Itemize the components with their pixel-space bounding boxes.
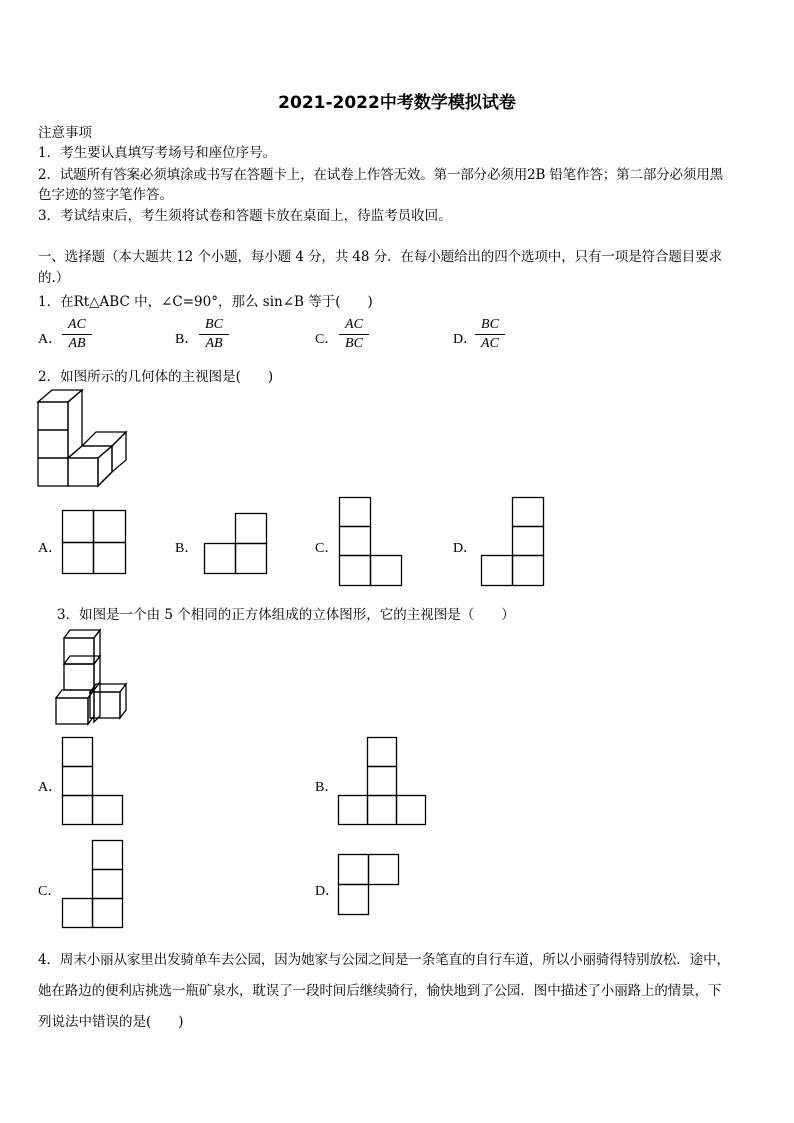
q2-option-d-label: D． [453,541,478,556]
numerator: AC [62,317,92,335]
q3-option-c-label: C． [38,884,62,899]
numerator: BC [199,317,229,335]
question-1-stem: 1．在Rt△ABC 中，∠C=90°，那么 sin∠B 等于( ) [38,294,373,310]
question-4-stem-cont: 她在路边的便利店挑选一瓶矿泉水，耽误了一段时间后继续骑行，愉快地到了公园．图中描述了小丽路上的情景，下 [38,983,722,999]
denominator: AB [68,336,86,351]
q2-option-c-label: C． [315,541,339,556]
notice-heading: 注意事项 [38,125,92,141]
q2-option-a-label: A． [38,541,63,556]
notice-item: 色字迹的签字笔作答。 [38,187,173,203]
q1-option-a-label: A． [38,332,63,347]
q2-option-d-view [481,497,545,589]
q1-option-d-label: D． [453,332,478,347]
denominator: BC [345,336,363,351]
denominator: AC [481,336,499,351]
q2-solid-figure [36,388,132,488]
q1-option-a-fraction [62,317,92,352]
denominator: AB [205,336,223,351]
q2-option-b-view [204,513,268,575]
q2-option-a-view [62,510,126,574]
section-heading-cont: 的.） [38,270,70,286]
q3-option-d-view [338,854,402,918]
question-4-stem: 4．周末小丽从家里出发骑单车去公园，因为她家与公园之间是一条笔直的自行车道，所以小丽骑得特别放松．途中， [38,952,730,968]
q3-option-d-label: D． [315,884,340,899]
numerator: BC [475,317,505,335]
q3-option-b-view [338,737,430,829]
question-4-stem-cont: 列说法中错误的是( ) [38,1014,184,1030]
notice-item: 1．考生要认真填写考场号和座位序号。 [38,145,277,161]
section-heading: 一、选择题（本大题共 12 个小题，每小题 4 分，共 48 分．在每小题给出的四个选项中，只有一项是符合题目要求 [38,249,722,265]
numerator: AC [339,317,369,335]
page-title: 2021-2022中考数学模拟试卷 [278,93,516,113]
q2-option-c-view [339,497,403,589]
q3-option-a-view [62,737,126,829]
q3-solid-figure [54,626,134,728]
q3-option-a-label: A． [38,780,63,795]
q1-option-b-fraction [199,317,229,352]
q2-option-b-label: B． [175,541,199,556]
q1-option-c-label: C． [315,332,339,347]
q3-option-b-label: B． [315,780,339,795]
q1-option-b-label: B． [175,332,199,347]
q3-option-c-view [62,840,126,932]
q1-option-d-fraction [475,317,505,352]
q1-option-c-fraction [339,317,369,352]
question-3-stem: 3．如图是一个由 5 个相同的正方体组成的立体图形，它的主视图是（ ） [57,607,515,623]
notice-item: 3．考试结束后，考生须将试卷和答题卡放在桌面上，待监考员收回。 [38,208,452,224]
question-2-stem: 2．如图所示的几何体的主视图是( ) [38,369,274,385]
notice-item: 2．试题所有答案必须填涂或书写在答题卡上，在试卷上作答无效。第一部分必须用2B 铅笔作答；第二部分必须用黑 [38,167,723,183]
